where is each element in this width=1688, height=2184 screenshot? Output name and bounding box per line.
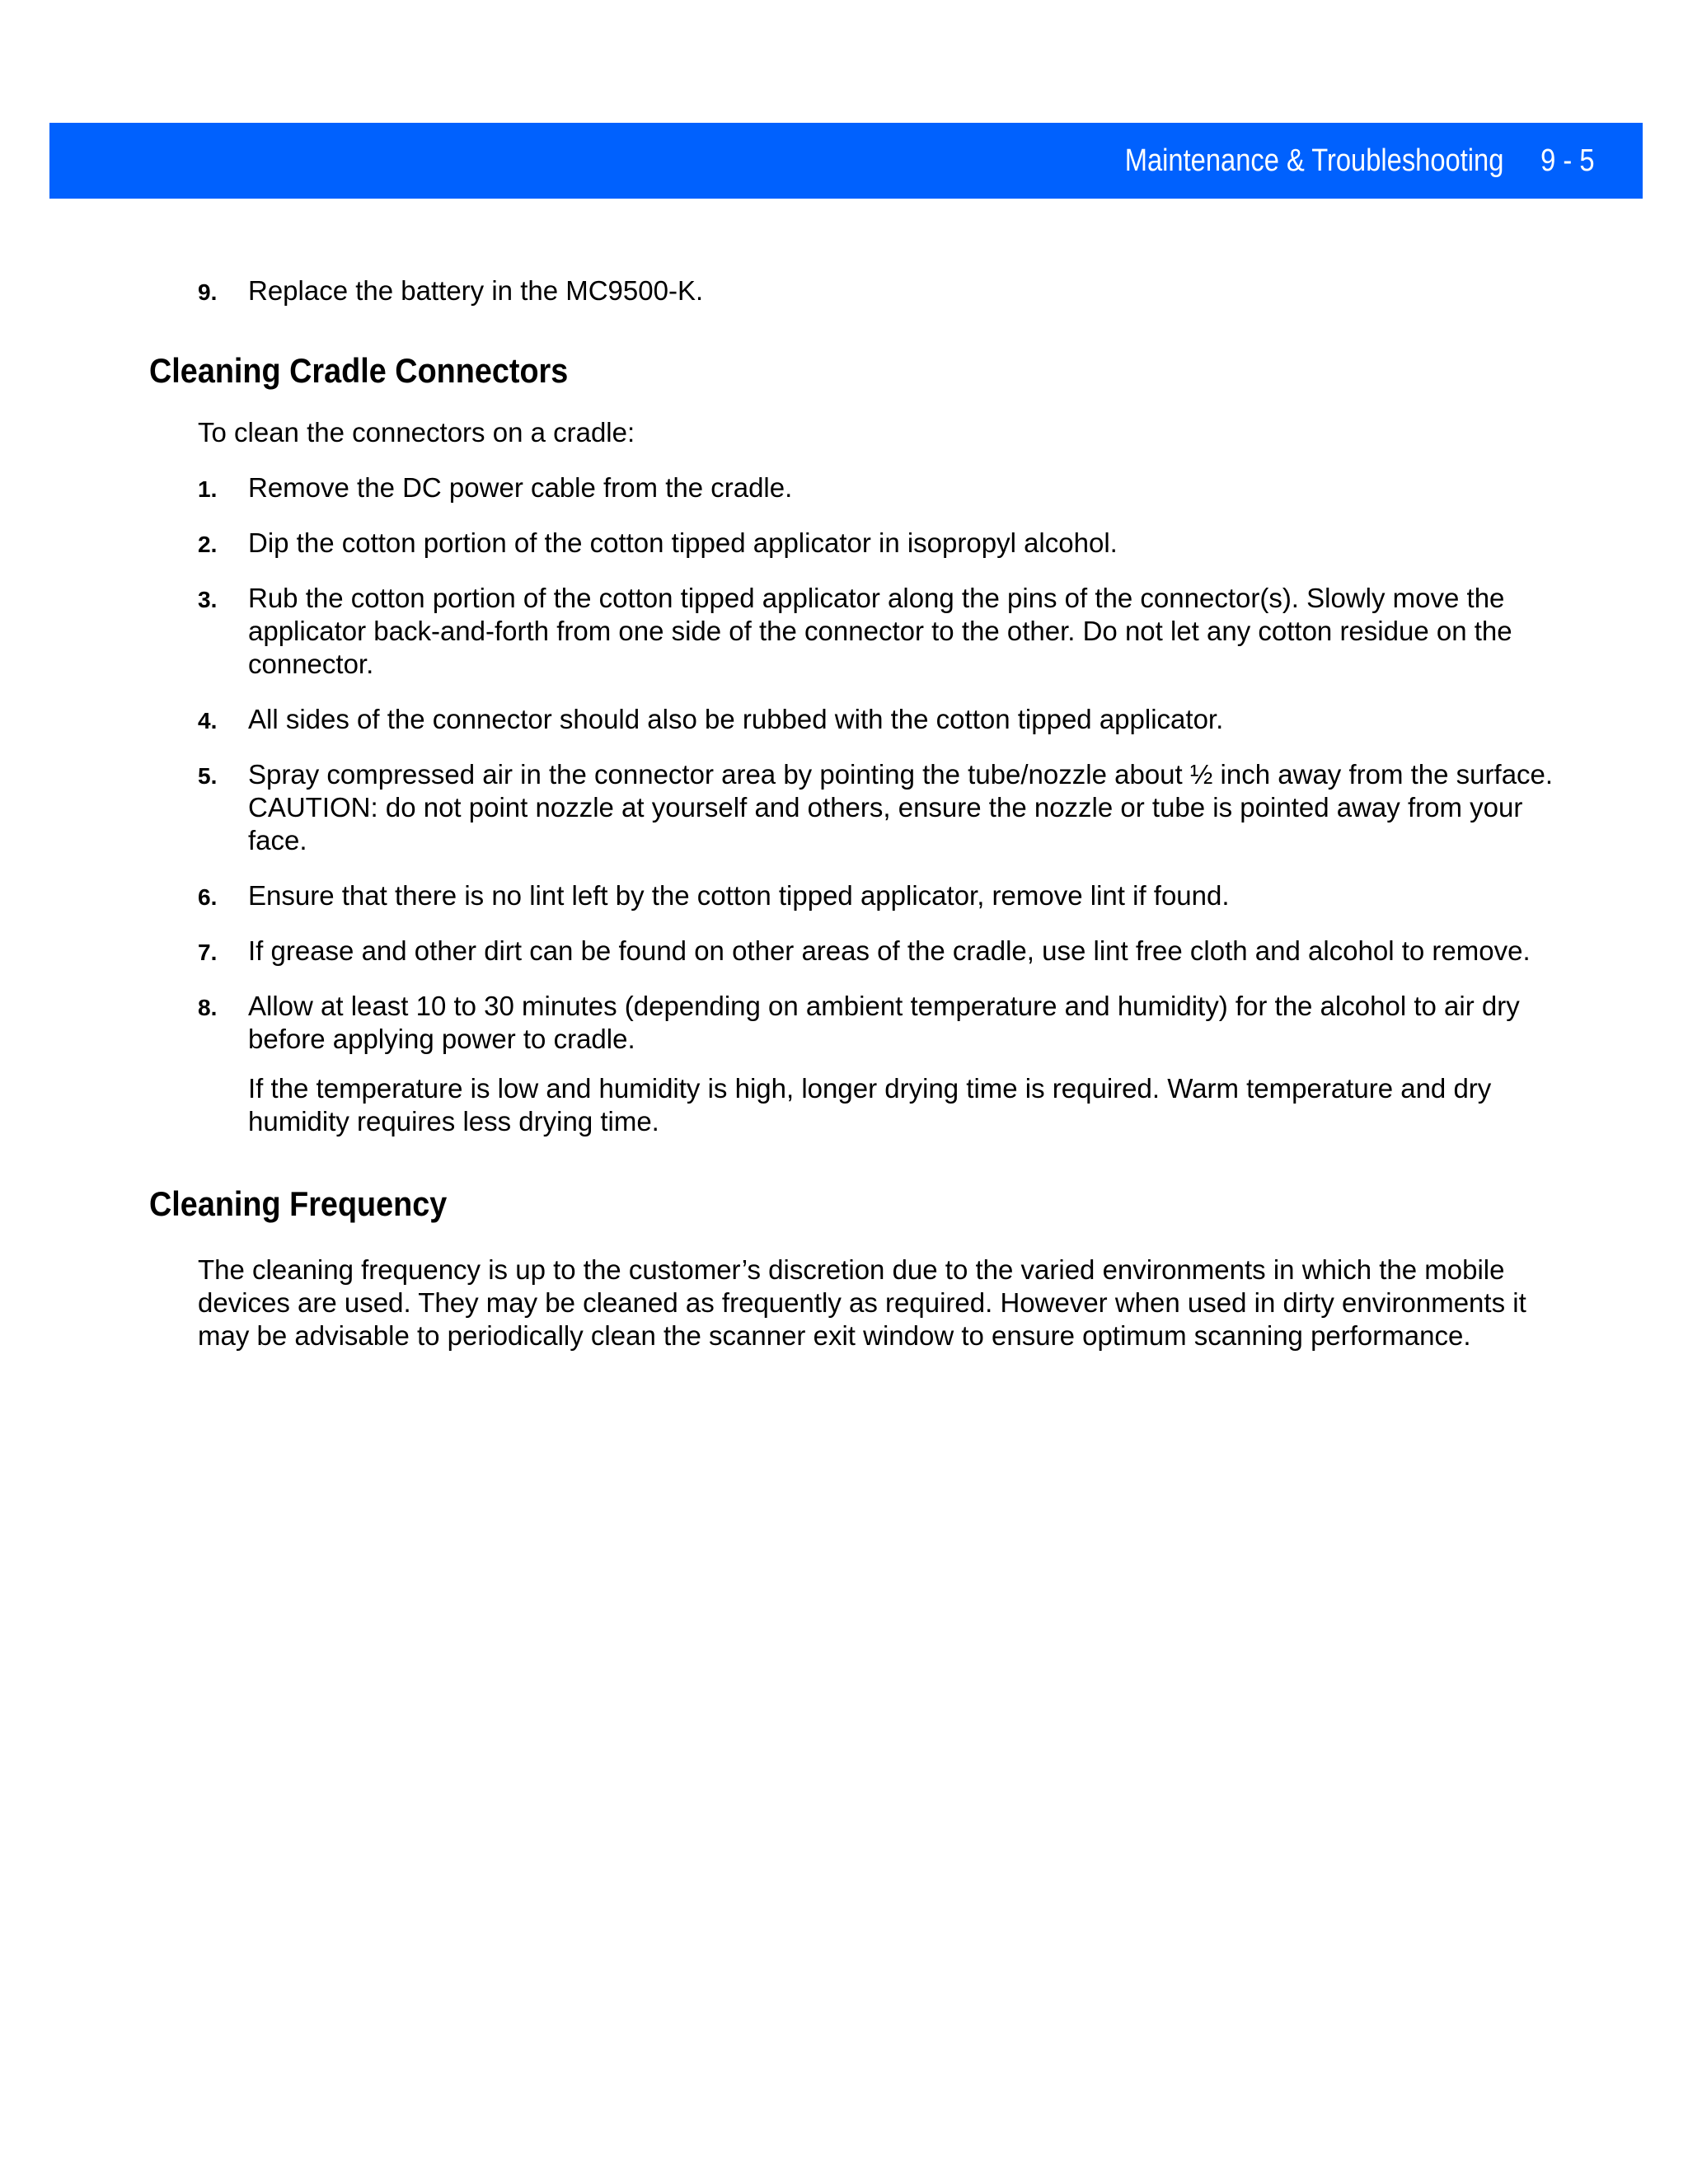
step-text: Spray compressed air in the connector area by pointing the tube/nozzle about ½ inch away from the surface. CAUTION: do not point nozzle at yourself and others, ensure the nozzle or tube is pointed away from your face. [248, 759, 1554, 855]
list-item-step-9 [198, 274, 1582, 307]
step-text: Ensure that there is no lint left by the cotton tipped applicator, remove lint if found. [248, 880, 1230, 911]
list-item-step-1 [198, 471, 1582, 504]
step-text: Dip the cotton portion of the cotton tipped applicator in isopropyl alcohol. [248, 527, 1118, 558]
section-heading-cleaning-frequency: Cleaning Frequency [149, 1184, 448, 1223]
step-text: Remove the DC power cable from the cradle. [248, 472, 793, 503]
running-header [1125, 123, 1595, 199]
chapter-title: Maintenance & Troubleshooting [1125, 143, 1504, 178]
list-item-step-8 [198, 990, 1582, 1056]
list-item-step-5 [198, 758, 1582, 857]
step-number: 2. [198, 532, 218, 557]
step-number: 5. [198, 763, 218, 789]
step-number: 6. [198, 884, 218, 910]
section-heading-cleaning-cradle-connectors: Cleaning Cradle Connectors [149, 351, 569, 390]
step-text: Allow at least 10 to 30 minutes (depending on ambient temperature and humidity) for the alcohol to air dry before applying power to cradle. [248, 991, 1520, 1054]
step-text: Rub the cotton portion of the cotton tipped applicator along the pins of the connector(s). Slowly move the applicator back-and-forth from one side of the connector to the other. Do not let any cotton residue on the connector. [248, 583, 1512, 679]
section-body-cleaning-frequency: The cleaning frequency is up to the customer’s discretion due to the varied environments in which the mobile devices are used. They may be cleaned as frequently as required. However when used in dirty environments it may be advisable to periodically clean the scanner exit window to ensure optimum scanning performance. [198, 1254, 1526, 1351]
step-text: If grease and other dirt can be found on other areas of the cradle, use lint free cloth and alcohol to remove. [248, 935, 1531, 966]
step-number: 9. [198, 279, 218, 305]
step-text: Replace the battery in the MC9500-K. [248, 275, 704, 306]
list-item-step-7 [198, 935, 1582, 968]
step-number: 8. [198, 995, 218, 1020]
step-number: 3. [198, 587, 218, 612]
step-8-note: If the temperature is low and humidity is high, longer drying time is required. Warm temperature and dry humidity requires less drying time. [248, 1073, 1492, 1137]
step-text: All sides of the connector should also be rubbed with the cotton tipped applicator. [248, 704, 1224, 734]
page-number: 9 - 5 [1540, 143, 1595, 178]
step-number: 4. [198, 708, 218, 733]
list-item-step-3 [198, 582, 1582, 681]
step-number: 7. [198, 940, 218, 965]
list-item-step-4 [198, 703, 1582, 736]
list-item-step-6 [198, 879, 1582, 912]
step-number: 1. [198, 476, 218, 502]
section-intro: To clean the connectors on a cradle: [198, 417, 635, 448]
list-item-step-2 [198, 527, 1582, 560]
page-header-band [49, 123, 1643, 199]
